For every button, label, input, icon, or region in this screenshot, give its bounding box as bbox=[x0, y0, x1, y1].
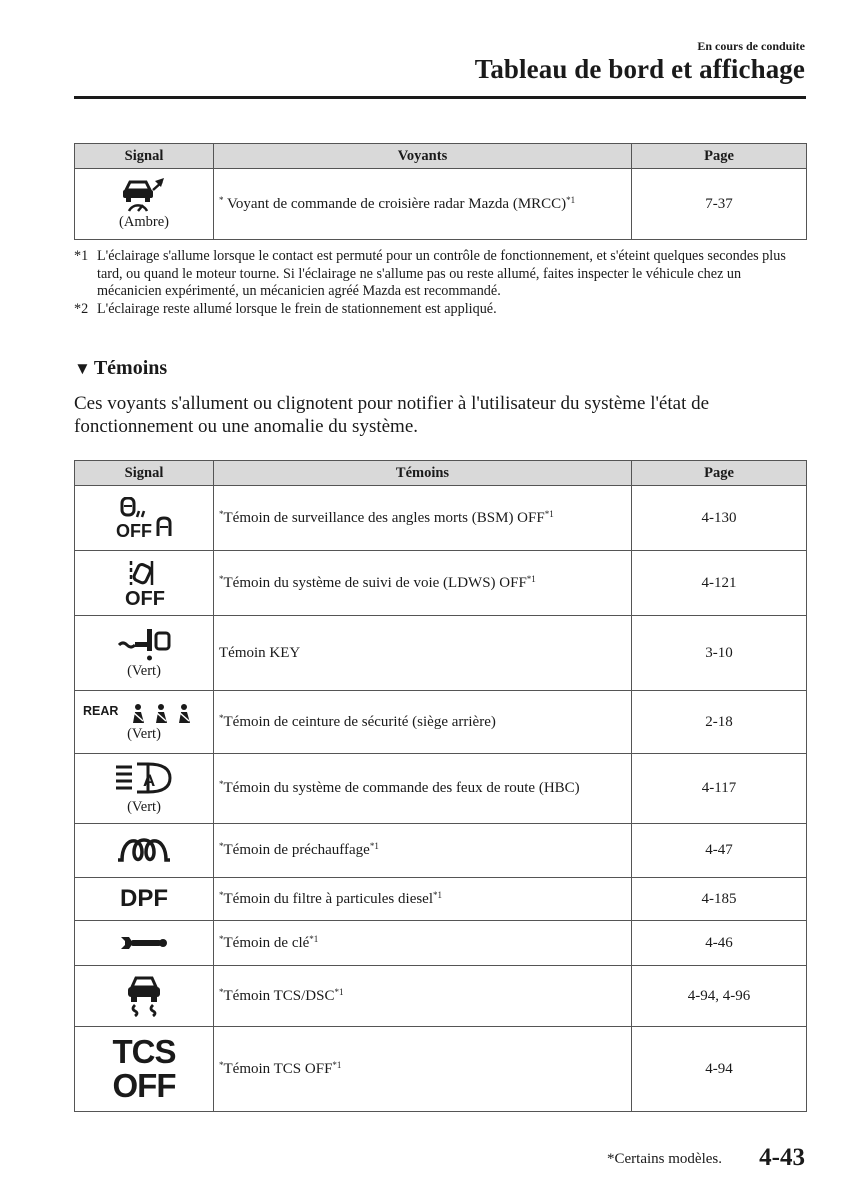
footnote-ref: *1 bbox=[433, 889, 443, 900]
table-row bbox=[75, 616, 807, 691]
model-mark: * bbox=[219, 712, 224, 723]
header-section-label: En cours de conduite bbox=[697, 39, 805, 53]
bsm-off-text: OFF bbox=[116, 521, 152, 539]
description-text: Témoin du système de commande des feux de route (HBC) bbox=[223, 780, 580, 796]
signal-cell bbox=[75, 921, 214, 966]
signal-cell bbox=[75, 169, 214, 240]
description-text: Témoin TCS/DSC bbox=[223, 987, 335, 1004]
description-cell bbox=[214, 691, 632, 754]
table-row bbox=[75, 921, 807, 966]
footnote-ref: *1 bbox=[566, 194, 576, 205]
signal-cell bbox=[75, 966, 214, 1027]
col-header-voyants: Voyants bbox=[214, 144, 632, 169]
table-row bbox=[75, 1027, 807, 1112]
table-row bbox=[75, 691, 807, 754]
section-heading-text: Témoins bbox=[93, 357, 168, 379]
bsm-off-icon bbox=[114, 497, 174, 539]
footnote-mark: *2 bbox=[74, 300, 89, 317]
page-ref: 4-47 bbox=[632, 824, 807, 878]
footnote-ref: *1 bbox=[544, 508, 554, 519]
description-text: Témoin du système de suivi de voie (LDWS) OFF bbox=[223, 574, 527, 591]
description-text: Voyant de commande de croisière radar Mazda (MRCC) bbox=[223, 195, 567, 212]
col-header-signal: Signal bbox=[75, 461, 214, 486]
description-cell bbox=[214, 878, 632, 921]
page-ref: 4-46 bbox=[632, 921, 807, 966]
signal-color-label: (Vert) bbox=[127, 662, 161, 679]
table-row bbox=[75, 824, 807, 878]
table-row bbox=[75, 551, 807, 616]
table-row bbox=[75, 878, 807, 921]
description-text: Témoin de surveillance des angles morts (BSM) OFF bbox=[223, 509, 545, 526]
col-header-signal: Signal bbox=[75, 144, 214, 169]
signal-cell bbox=[75, 824, 214, 878]
col-header-page: Page bbox=[632, 461, 807, 486]
model-mark: * bbox=[219, 933, 224, 944]
signal-cell bbox=[75, 551, 214, 616]
description-text: Témoin de ceinture de sécurité (siège arrière) bbox=[223, 713, 496, 730]
model-mark: * bbox=[219, 986, 224, 997]
table-row bbox=[75, 169, 807, 240]
page-ref: 3-10 bbox=[632, 616, 807, 691]
page-ref: 4-94, 4-96 bbox=[632, 966, 807, 1027]
temoins-table-header bbox=[75, 461, 807, 486]
model-mark: * bbox=[219, 573, 224, 584]
section-intro: Ces voyants s'allument ou clignotent pour notifier à l'utilisateur du système l'état de fonctionnement ou une anomalie du système. bbox=[74, 393, 710, 437]
voyants-table bbox=[74, 143, 807, 240]
signal-cell bbox=[75, 486, 214, 551]
model-mark: * bbox=[219, 841, 224, 851]
description-text: Témoin de préchauffage bbox=[223, 842, 370, 858]
model-mark: * bbox=[219, 1059, 224, 1070]
section-heading bbox=[74, 357, 167, 380]
signal-cell bbox=[75, 691, 214, 754]
page-ref: 4-117 bbox=[632, 754, 807, 824]
model-mark: * bbox=[219, 889, 224, 900]
high-beam-control-icon bbox=[114, 761, 174, 797]
description-cell bbox=[214, 754, 632, 824]
triangle-down-icon: ▼ bbox=[74, 359, 91, 378]
dpf-icon: DPF bbox=[120, 885, 168, 912]
header-rule bbox=[74, 96, 806, 99]
footnote-text: L'éclairage reste allumé lorsque le frein de stationnement est appliqué. bbox=[97, 300, 497, 317]
table-row bbox=[75, 486, 807, 551]
page-number: 4-43 bbox=[759, 1144, 805, 1171]
footnote bbox=[74, 248, 809, 301]
description-cell bbox=[214, 616, 632, 691]
col-header-temoins: Témoins bbox=[214, 461, 632, 486]
page-ref: 4-94 bbox=[632, 1027, 807, 1112]
signal-cell bbox=[75, 616, 214, 691]
signal-color-label: (Vert) bbox=[127, 725, 161, 742]
model-mark: * bbox=[219, 779, 224, 789]
rear-seatbelt-icon bbox=[82, 702, 206, 724]
description-cell bbox=[214, 966, 632, 1027]
page-title: Tableau de bord et affichage bbox=[474, 54, 805, 84]
wrench-icon bbox=[119, 934, 169, 952]
description-cell bbox=[214, 921, 632, 966]
key-icon bbox=[117, 627, 171, 661]
footnote-mark: *1 bbox=[74, 248, 89, 264]
glow-plug-icon bbox=[114, 836, 174, 866]
signal-cell bbox=[75, 878, 214, 921]
footnote-ref: *1 bbox=[334, 986, 344, 997]
footnote-ref: *1 bbox=[526, 573, 536, 584]
description-cell bbox=[214, 1027, 632, 1112]
ldws-off-icon bbox=[122, 559, 166, 607]
footnotes bbox=[74, 248, 809, 318]
radar-cruise-icon bbox=[120, 178, 168, 212]
footnote-text: L'éclairage s'allume lorsque le contact est permuté pour un contrôle de fonctionnement, et s'éteint quelques secondes plus tard, ou quand le moteur tourne. Si l'éclairage ne s'allume pas ou reste allumé, faites inspecter le véhicule chez un mécanicien expérimenté, un mécanicien agréé Mazda est recommandé. bbox=[97, 248, 786, 299]
page-ref: 7-37 bbox=[632, 169, 807, 240]
description-text: Témoin KEY bbox=[219, 644, 301, 661]
signal-color-label: (Ambre) bbox=[119, 213, 169, 230]
table-row bbox=[75, 966, 807, 1027]
table-row bbox=[75, 754, 807, 824]
col-header-page: Page bbox=[632, 144, 807, 169]
page-ref: 4-185 bbox=[632, 878, 807, 921]
page-ref: 4-130 bbox=[632, 486, 807, 551]
tcs-dsc-icon bbox=[123, 975, 165, 1017]
description-text: Témoin du filtre à particules diesel bbox=[223, 890, 434, 907]
description-cell bbox=[214, 486, 632, 551]
footnote-ref: *1 bbox=[369, 841, 379, 851]
description-text: Témoin de clé bbox=[223, 934, 310, 951]
footer-note: *Certains modèles. bbox=[607, 1151, 722, 1167]
description-text: Témoin TCS OFF bbox=[223, 1060, 333, 1077]
hbc-a-text: A bbox=[143, 771, 156, 790]
model-mark: * bbox=[219, 194, 224, 205]
temoins-table bbox=[74, 460, 807, 1112]
page-ref: 2-18 bbox=[632, 691, 807, 754]
model-mark: * bbox=[219, 508, 224, 519]
description-cell bbox=[214, 551, 632, 616]
tcs-off-icon: TCS OFF bbox=[112, 1033, 176, 1104]
ldws-off-text: OFF bbox=[125, 588, 165, 607]
page-ref: 4-121 bbox=[632, 551, 807, 616]
voyants-table-header bbox=[75, 144, 807, 169]
description-cell bbox=[214, 824, 632, 878]
footnote-ref: *1 bbox=[332, 1059, 342, 1070]
footnote-ref: *1 bbox=[309, 933, 319, 944]
signal-cell bbox=[75, 1027, 214, 1112]
signal-cell bbox=[75, 754, 214, 824]
signal-color-label: (Vert) bbox=[127, 799, 161, 815]
footnote bbox=[74, 301, 809, 319]
description-cell bbox=[214, 169, 632, 240]
rear-text: REAR bbox=[83, 703, 119, 718]
